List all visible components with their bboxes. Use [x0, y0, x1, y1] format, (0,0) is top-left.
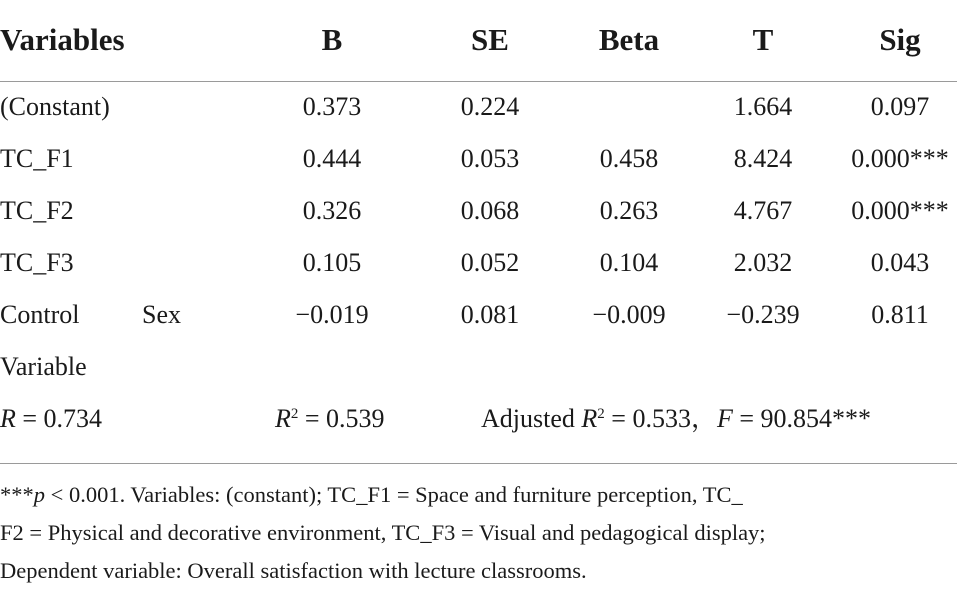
adj-symbol: R	[581, 404, 598, 433]
header-t: T	[752, 22, 774, 57]
footnote-line1-text: < 0.001. Variables: (constant); TC_F1 = Space and furniture perception, TC_	[45, 482, 743, 507]
cell-b: 0.444	[302, 144, 362, 173]
cell-beta: −0.009	[592, 300, 666, 329]
adj-value: = 0.533，	[604, 404, 717, 433]
cell-t: 1.664	[733, 92, 793, 121]
summary-r	[0, 402, 102, 436]
footnote-stars: ***	[0, 482, 34, 507]
r-value: = 0.734	[15, 404, 103, 433]
r2-symbol: R	[275, 404, 291, 433]
row-sublabel: Sex	[142, 300, 181, 329]
r2-value: = 0.539	[298, 404, 385, 433]
cell-se: 0.081	[460, 300, 520, 329]
cell-se: 0.052	[460, 248, 520, 277]
f-symbol: F	[716, 404, 733, 433]
footnote-line-2: F2 = Physical and decorative environment, TC_F3 = Visual and pedagogical display;	[0, 520, 766, 545]
cell-b: 0.105	[302, 248, 362, 277]
cell-sig: 0.000***	[851, 196, 949, 225]
row-label: TC_F3	[0, 248, 74, 277]
footnote-p: p	[33, 482, 45, 507]
footnote-line-3: Dependent variable: Overall satisfaction with lecture classrooms.	[0, 558, 587, 583]
cell-se: 0.224	[460, 92, 520, 121]
row-label: TC_F2	[0, 196, 74, 225]
adj-prefix: Adjusted	[481, 404, 582, 433]
r2-exponent: 2	[290, 406, 299, 422]
cell-beta: 0.263	[599, 196, 659, 225]
cell-t: 4.767	[733, 196, 793, 225]
cell-beta: 0.458	[599, 144, 659, 173]
cell-t: −0.239	[726, 300, 800, 329]
cell-t: 2.032	[733, 248, 793, 277]
row-label: TC_F1	[0, 144, 74, 173]
cell-b: 0.326	[302, 196, 362, 225]
row-label: Control	[0, 300, 80, 329]
f-value: = 90.854***	[732, 404, 872, 433]
row-label: (Constant)	[0, 92, 110, 121]
r-symbol: R	[0, 404, 16, 433]
cell-beta: 0.104	[599, 248, 659, 277]
cell-sig: 0.000***	[851, 144, 949, 173]
cell-sig: 0.097	[870, 92, 930, 121]
cell-sig: 0.043	[870, 248, 930, 277]
cell-b: −0.019	[295, 300, 369, 329]
cell-b: 0.373	[302, 92, 362, 121]
summary-r-squared	[275, 402, 385, 436]
row-label-line2: Variable	[0, 352, 87, 381]
header-beta: Beta	[598, 22, 660, 57]
cell-se: 0.053	[460, 144, 520, 173]
adj-exponent: 2	[597, 406, 605, 422]
header-variables: Variables	[0, 22, 125, 57]
cell-t: 8.424	[733, 144, 793, 173]
header-rule	[0, 81, 957, 82]
summary-adjusted	[481, 402, 871, 436]
cell-se: 0.068	[460, 196, 520, 225]
footer-rule	[0, 463, 957, 464]
cell-sig: 0.811	[871, 300, 929, 329]
header-se: SE	[471, 22, 509, 57]
header-b: B	[321, 22, 343, 57]
footnote-line-1	[0, 476, 957, 513]
header-sig: Sig	[879, 22, 921, 57]
